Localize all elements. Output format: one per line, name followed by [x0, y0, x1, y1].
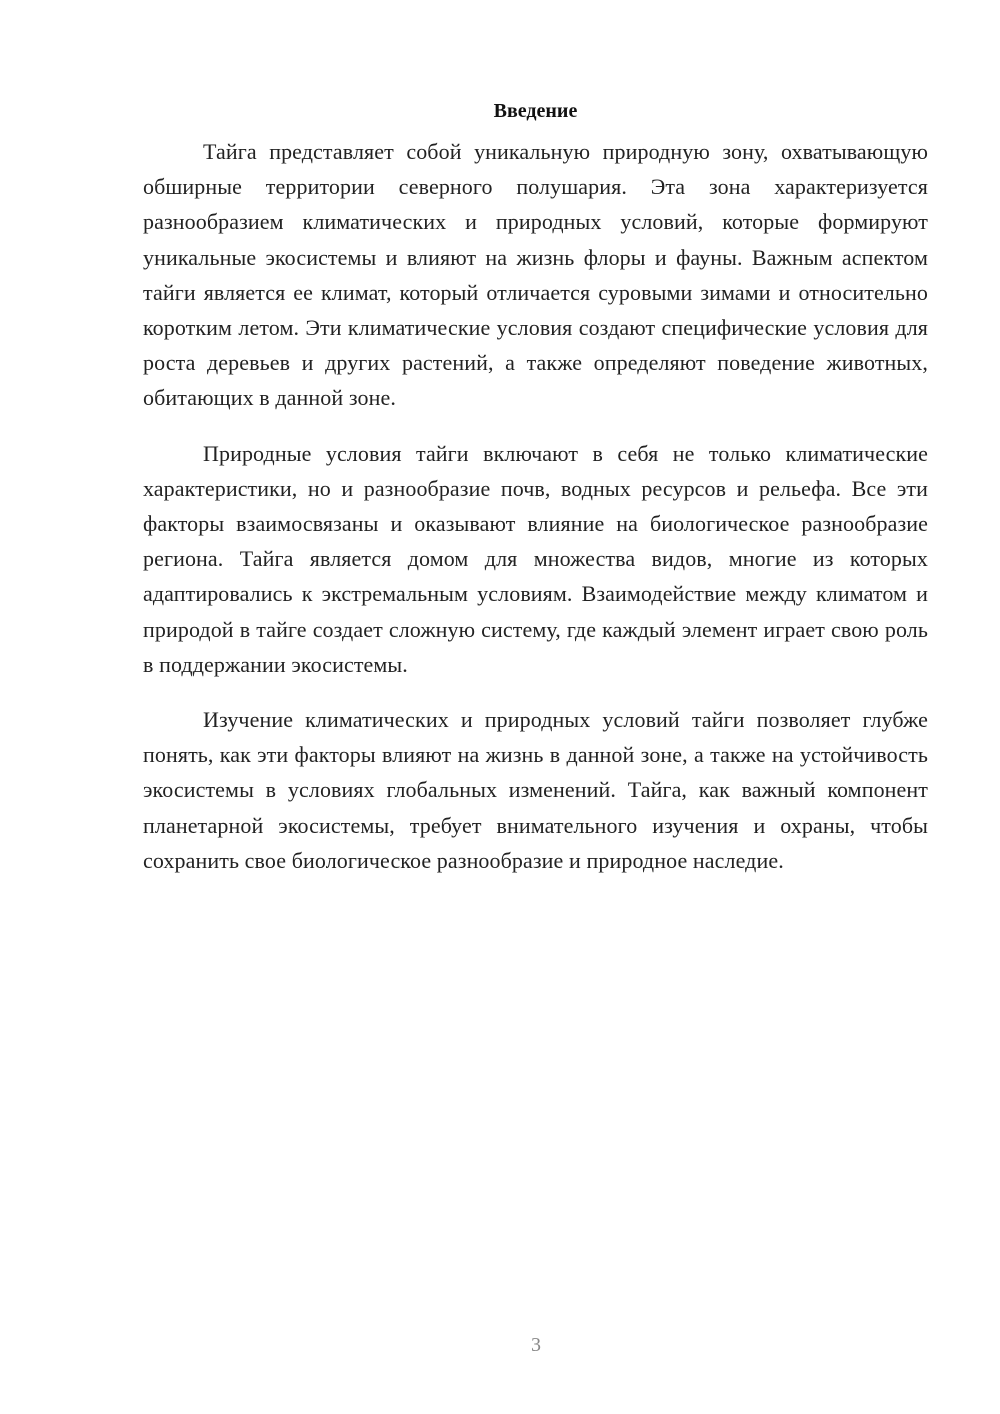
paragraph-2: Природные условия тайги включают в себя не только климатические характеристики, но и разнообразие почв, водных ресурсов и рельефа. Все эти факторы взаимосвязаны и оказывают влияние на биологическое разнообразие региона. Тайга является домом для множества видов, многие из которых адаптировались к экстремальным условиям. Взаимодействие между климатом и природой в тайге создает сложную систему, где каждый элемент играет свою роль в поддержании экосистемы. [143, 440, 928, 677]
page-title: Введение [493, 100, 578, 122]
page-content [143, 96, 928, 898]
paragraph-1: Тайга представляет собой уникальную природную зону, охватывающую обширные территории северного полушария. Эта зона характеризуется разнообразием климатических и природных условий, которые формируют уникальные экосистемы и влияют на жизнь флоры и фауны. Важным аспектом тайги является ее климат, который отличается суровыми зимами и относительно коротким летом. Эти климатические условия создают специфические условия для роста деревьев и других растений, а также определяют поведение животных, обитающих в данной зоне. [143, 139, 928, 411]
paragraph-3: Изучение климатических и природных условий тайги позволяет глубже понять, как эти факторы влияют на жизнь в данной зоне, а также на устойчивость экосистемы в условиях глобальных изменений. Тайга, как важный компонент планетарной экосистемы, требует внимательного изучения и охраны, чтобы сохранить свое биологическое разнообразие и природное наследие. [143, 707, 928, 873]
page-number: 3 [531, 1334, 541, 1356]
